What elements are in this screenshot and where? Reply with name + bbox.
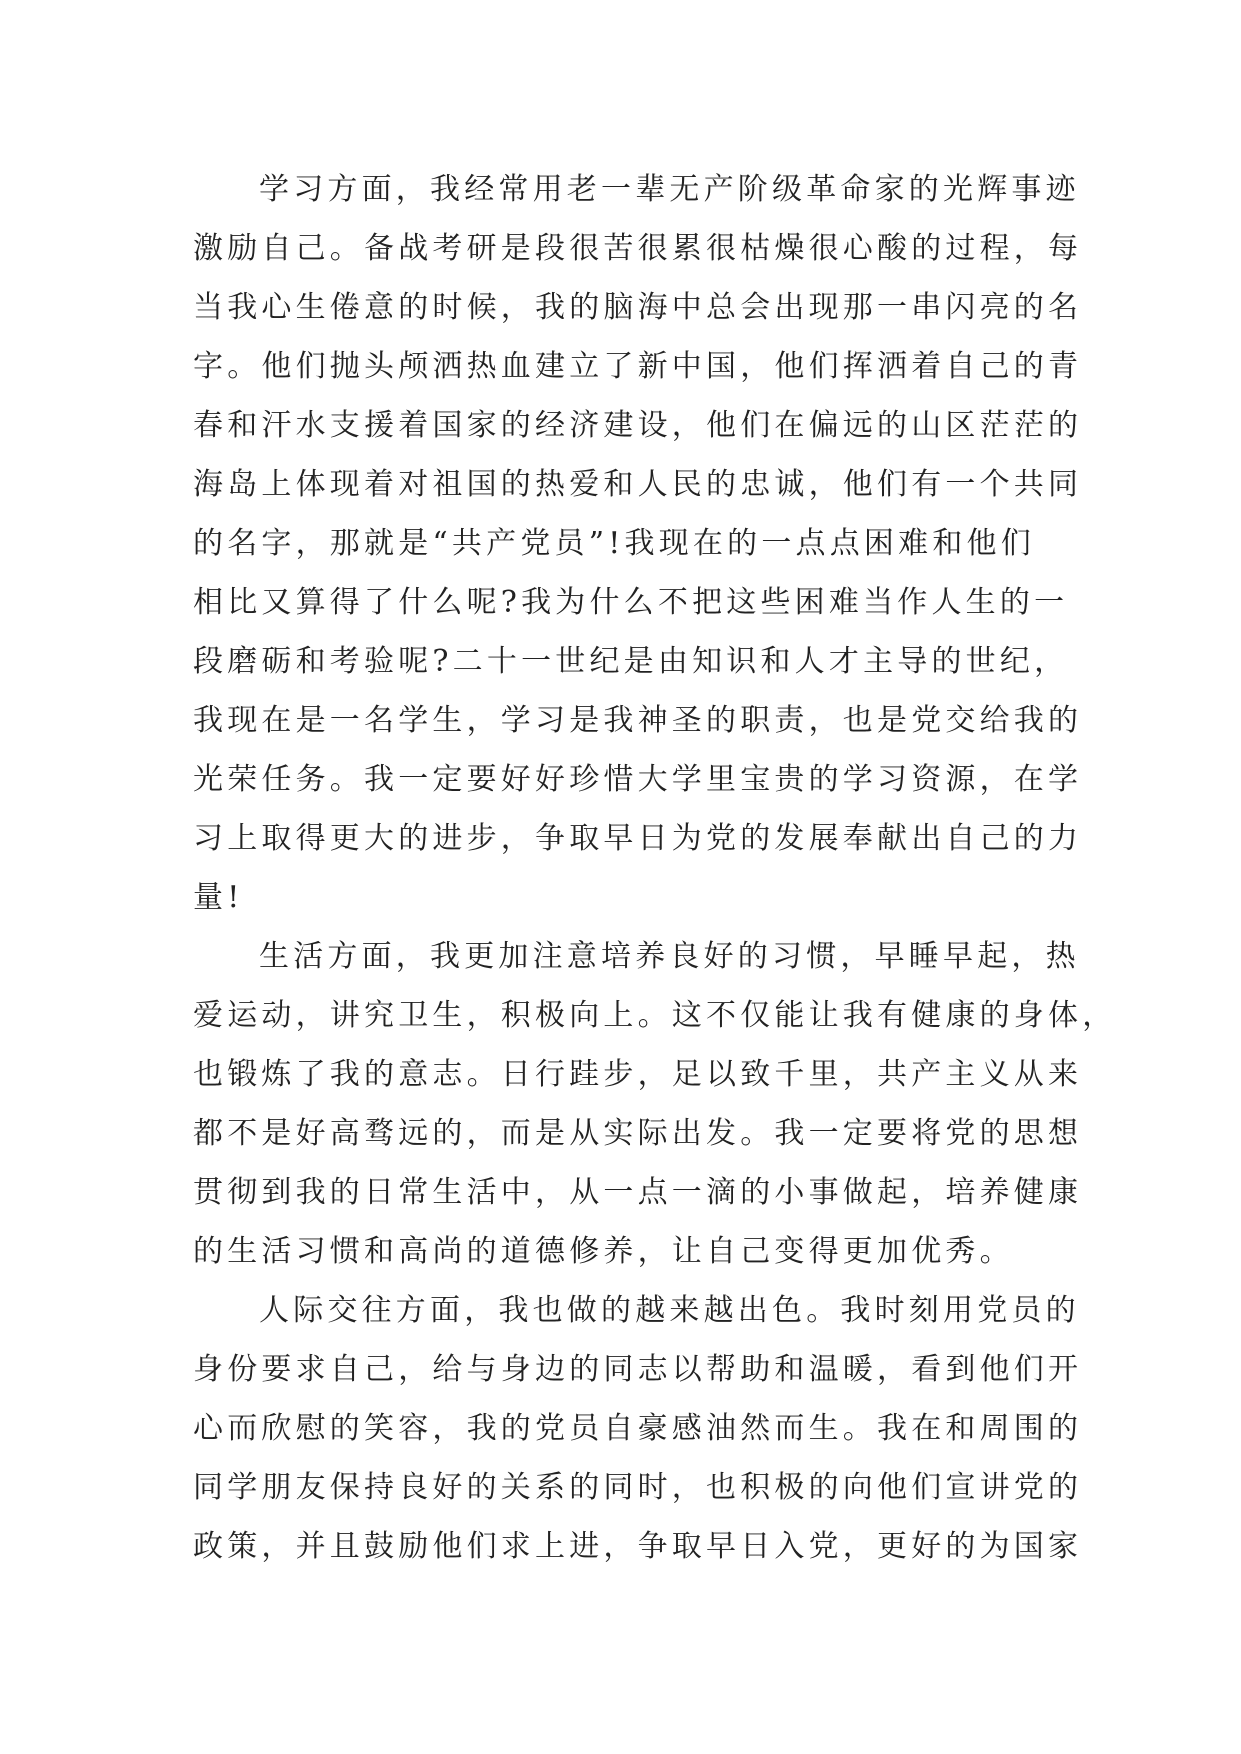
text-line: 贯彻到我的日常生活中，从一点一滴的小事做起，培养健康	[193, 1175, 1083, 1210]
paragraph-life	[193, 927, 1117, 1281]
text-line: 爱运动，讲究卫生，积极向上。这不仅能让我有健康的身体，	[193, 998, 1117, 1033]
text-line: 学习方面，我经常用老一辈无产阶级革命家的光辉事迹	[259, 172, 1080, 207]
text-line: 习上取得更大的进步，争取早日为党的发展奉献出自己的力	[193, 821, 1083, 856]
text-line: 的生活习惯和高尚的道德修养，让自己变得更加优秀。	[193, 1234, 1014, 1269]
text-line: 春和汗水支援着国家的经济建设，他们在偏远的山区茫茫的	[193, 408, 1083, 443]
text-line: 心而欣慰的笑容，我的党员自豪感油然而生。我在和周围的	[193, 1411, 1083, 1446]
text-line: 都不是好高骛远的，而是从实际出发。我一定要将党的思想	[193, 1116, 1083, 1151]
text-line: 身份要求自己，给与身边的同志以帮助和温暖，看到他们开	[193, 1352, 1083, 1387]
paragraph-study	[193, 160, 1083, 927]
document-body	[193, 160, 1117, 1576]
text-line: 段磨砺和考验呢?二十一世纪是由知识和人才主导的世纪，	[193, 644, 1069, 679]
text-line: 当我心生倦意的时候，我的脑海中总会出现那一串闪亮的名	[193, 290, 1083, 325]
text-line: 生活方面，我更加注意培养良好的习惯，早睡早起，热	[259, 939, 1080, 974]
text-line: 同学朋友保持良好的关系的同时，也积极的向他们宣讲党的	[193, 1470, 1083, 1505]
paragraph-social	[193, 1281, 1083, 1576]
text-line: 海岛上体现着对祖国的热爱和人民的忠诚，他们有一个共同	[193, 467, 1083, 502]
text-line: 的名字，那就是“共产党员”!我现在的一点点困难和他们	[193, 526, 1035, 561]
text-line: 政策，并且鼓励他们求上进，争取早日入党，更好的为国家	[193, 1529, 1083, 1564]
text-line: 相比又算得了什么呢?我为什么不把这些困难当作人生的一	[193, 585, 1069, 620]
text-line: 光荣任务。我一定要好好珍惜大学里宝贵的学习资源，在学	[193, 762, 1083, 797]
text-line: 激励自己。备战考研是段很苦很累很枯燥很心酸的过程，每	[193, 231, 1083, 266]
text-line: 量!	[193, 880, 244, 915]
text-line: 人际交往方面，我也做的越来越出色。我时刻用党员的	[259, 1293, 1080, 1328]
text-line: 我现在是一名学生，学习是我神圣的职责，也是党交给我的	[193, 703, 1083, 738]
text-line: 也锻炼了我的意志。日行跬步，足以致千里，共产主义从来	[193, 1057, 1083, 1092]
text-line: 字。他们抛头颅洒热血建立了新中国，他们挥洒着自己的青	[193, 349, 1083, 384]
